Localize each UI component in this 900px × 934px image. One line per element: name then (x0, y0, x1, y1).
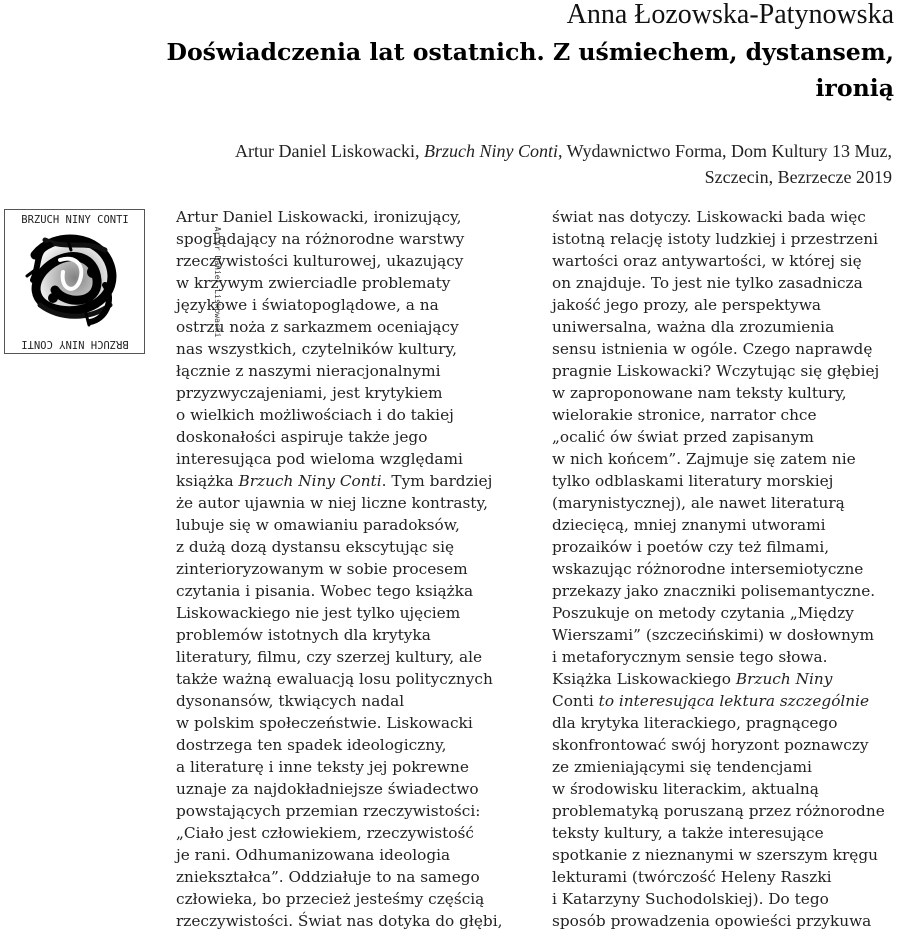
text-line: problematyką poruszaną przez różnorodne (552, 802, 885, 820)
bibliographic-note (132, 138, 892, 190)
text-line: że autor ujawnia w niej liczne kontrasty, (176, 494, 488, 512)
text-line: „Ciało jest człowiekiem, rzeczywistość (176, 824, 474, 842)
text-line: pragnie Liskowacki? Wczytując się głębiej (552, 362, 880, 380)
text-line: przekazy jako znaczniki polisemantyczne. (552, 582, 876, 600)
text-line: lekturami (twórczość Heleny Raszki (552, 868, 832, 886)
text-line: powstających przemian rzeczywistości: (176, 802, 481, 820)
text-line: ostrzu noża z sarkazmem oceniający (176, 318, 459, 336)
text-line: książka Brzuch Niny Conti. Tym bardziej (176, 472, 493, 490)
text-line: o wielkich możliwościach i do takiej (176, 406, 454, 424)
text-line: dostrzega ten spadek ideologiczny, (176, 736, 447, 754)
text-line: dla krytyka literackiego, pragnącego (552, 714, 838, 732)
text-line: w nich końcem”. Zajmuje się zatem nie (552, 450, 856, 468)
text-line: wartości oraz antywartości, w której się (552, 252, 862, 270)
text-line: Poszukuje on metody czytania „Między (552, 604, 854, 622)
text-line: spoglądający na różnorodne warstwy (176, 230, 465, 248)
text-line: Liskowackiego nie jest tylko ujęciem (176, 604, 461, 622)
text-line: skonfrontować swój horyzont poznawczy (552, 736, 869, 754)
biblio-line-1 (132, 138, 892, 164)
text-line: Książka Liskowackiego Brzuch Niny (552, 670, 833, 688)
title-line-1: Doświadczenia lat ostatnich. Z uśmiechem, dystansem, (166, 38, 894, 66)
text-line: z dużą dozą dystansu ekscytując się (176, 538, 455, 556)
article-text-column-1 (176, 206, 521, 932)
text-line: wskazując różnorodne intersemiotyczne (552, 560, 864, 578)
book-cover-image (4, 209, 222, 354)
text-line: Conti to interesująca lektura szczególnie (552, 692, 870, 710)
text-line: prozaików i poetów czy też filmami, (552, 538, 830, 556)
biblio-line-2: Szczecin, Bezrzecze 2019 (704, 167, 892, 187)
text-line: on znajduje. To jest nie tylko zasadnicza (552, 274, 863, 292)
biblio-author: Artur Daniel Liskowacki, (235, 141, 424, 161)
text-line: sensu istnienia w ogóle. Czego naprawdę (552, 340, 873, 358)
text-line: sposób prowadzenia opowieści przykuwa (552, 912, 872, 930)
text-line: człowieka, bo przecież jesteśmy częścią (176, 890, 485, 908)
text-line: problemów istotnych dla krytyka (176, 626, 431, 644)
text-line: spotkanie z nieznanymi w szerszym kręgu (552, 846, 878, 864)
text-line: ze zmieniającymi się tendencjami (552, 758, 812, 776)
text-line: także ważną ewaluacją losu politycznych (176, 670, 493, 688)
text-line: świat nas dotyczy. Liskowacki bada więc (552, 208, 866, 226)
title-line-2: ironią (815, 74, 894, 102)
text-line: jakość jego prozy, ale perspektywa (552, 296, 822, 314)
text-line: interesująca pod wieloma względami (176, 450, 463, 468)
text-line: teksty kultury, a także interesujące (552, 824, 824, 842)
text-line: Artur Daniel Liskowacki, ironizujący, (176, 208, 462, 226)
article-author: Anna Łozowska-Patynowska (566, 0, 894, 30)
text-line: rzeczywistości. Świat nas dotyka do głębi, (176, 912, 503, 930)
text-line: wielorakie stronice, narrator chce (552, 406, 817, 424)
text-line: uznaje za najdokładniejsze świadectwo (176, 780, 479, 798)
text-line: w polskim społeczeństwie. Liskowacki (176, 714, 473, 732)
cover-right-text: Artur Daniel Liskowacki (213, 226, 222, 338)
biblio-book-title: Brzuch Niny Conti (423, 141, 558, 161)
text-line: dysonansów, tkwiących nadal (176, 692, 405, 710)
text-line: istotną relację istoty ludzkiej i przestrzeni (552, 230, 878, 248)
text-line: i Katarzyny Suchodolskiej). Do tego (552, 890, 829, 908)
text-line: Wierszami” (szczecińskimi) w dosłownym (552, 626, 874, 644)
cover-top-text: BRZUCH NINY CONTI (21, 214, 129, 226)
text-line: nas wszystkich, czytelników kultury, (176, 340, 457, 358)
text-line: w krzywym zwierciadle problematy (176, 274, 451, 292)
text-line: czytania i pisania. Wobec tego książka (176, 582, 474, 600)
text-line: „ocalić ów świat przed zapisanym (552, 428, 814, 446)
text-line: rzeczywistości kulturowej, ukazujący (176, 252, 464, 270)
text-line: je rani. Odhumanizowana ideologia (176, 846, 451, 864)
cover-bottom-text: BRZUCH NINY CONTI (21, 338, 129, 350)
article-title (34, 34, 894, 106)
text-line: językowe i światopoglądowe, a na (176, 296, 439, 314)
text-line: przyzwyczajeniami, jest krytykiem (176, 384, 443, 402)
cover-ink-scribble (27, 236, 117, 325)
text-line: w zaproponowane nam teksty kultury, (552, 384, 847, 402)
text-line: literatury, filmu, czy szerzej kultury, ale (176, 648, 483, 666)
text-line: zinterioryzowanym w sobie procesem (176, 560, 468, 578)
text-line: zniekształca”. Oddziałuje to na samego (176, 868, 480, 886)
text-line: doskonałości aspiruje także jego (176, 428, 428, 446)
text-line: w środowisku literackim, aktualną (552, 780, 819, 798)
biblio-publisher: , Wydawnictwo Forma, Dom Kultury 13 Muz, (557, 141, 892, 161)
text-line: łącznie z naszymi nieracjonalnymi (176, 362, 441, 380)
text-line: uniwersalna, ważna dla zrozumienia (552, 318, 835, 336)
text-line: tylko odblaskami literatury morskiej (552, 472, 834, 490)
text-line: a literaturę i inne teksty jej pokrewne (176, 758, 469, 776)
text-line: i metaforycznym sensie tego słowa. (552, 648, 828, 666)
article-text-column-2 (552, 206, 897, 932)
text-line: dziecięcą, mniej znanymi utworami (552, 516, 826, 534)
text-line: (marynistycznej), ale nawet literaturą (552, 494, 845, 512)
text-line: lubuje się w omawianiu paradoksów, (176, 516, 460, 534)
